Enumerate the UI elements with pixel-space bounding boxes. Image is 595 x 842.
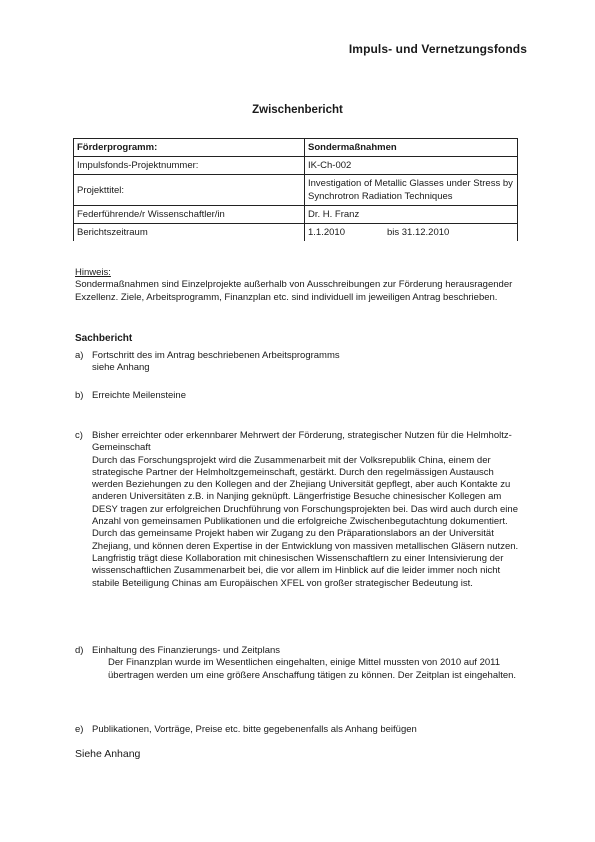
section-c [75,430,521,590]
table-row [74,224,518,242]
table-row [74,206,518,224]
section-body: Der Finanzplan wurde im Wesentlichen eingehalten, einige Mittel mussten von 2010 auf 2011 übertragen werden um eine größere Anschaffung tätigen zu können. Der Zeitplan ist eingehalten. [108,657,517,681]
period-start: 1.1.2010 [308,227,345,238]
section-b [75,390,515,402]
section-title: Fortschritt des im Antrag beschriebenen Arbeitsprogramms [92,350,340,361]
section-body: Durch das Forschungsprojekt wird die Zusammenarbeit mit der Volksrepublik China, einem der strategische Partner der Helmholtzgemeinschaft, gestärkt. Durch den regelmässigen Austausch werden Beziehungen zu den Kollegen and der Zhejiang Universität gepflegt, aber auch Kontakte zu anderen Universitäten z.B. in Nanjing geknüpft. Längerfristige Besuche chinesischer Kollegen am DESY tragen zur erfolgreichen Druchführung von Forschungsprojekten bei. Das wird auch durch eine Anzahl von gemeinsamen Publikationen und die erfolgreiche Zwischenbegutachtung dokumentiert. Durch das gemeinsame Projekt haben wir Zugang zu den Präparationslabors an der Universität Zhejiang, und können deren Expertise in der Entwicklung von massiven metallischen Gläsern nutzen. Langfristig trägt diese Kollaboration mit chinesischen Wissenschaftlern zu einer Intensivierung der wissenschaftlichen Zusammenarbeit bei, die vor allem im Hinblick auf die leider immer noch nicht stabile Beteiligung Chinas am Europäischen XFEL von großer strategischer Bedeutung ist. [92,454,519,589]
section-d [75,645,521,682]
table-row [74,157,518,175]
section-letter: a) [75,350,84,361]
section-a [75,350,515,375]
hint-text: Sondermaßnahmen sind Einzelprojekte außerhalb von Ausschreibungen zur Förderung herausragender Exzellenz. Ziele, Arbeitsprogramm, Finanzplan etc. sind individuell im jeweiligen Antrag beschrieben. [75,279,513,303]
section-letter: d) [75,645,84,656]
row-value: IK-Ch-002 [305,157,518,175]
sachbericht-heading: Sachbericht [75,333,133,344]
section-letter: c) [75,430,83,441]
section-letter: b) [75,390,84,401]
section-title: Bisher erreichter oder erkennbarer Mehrwert der Förderung, strategischer Nutzen für die Helmholtz-Gemeinschaft [92,430,512,454]
hint-label: Hinweis: [75,267,111,278]
row-value: Investigation of Metallic Glasses under Stress by Synchrotron Radiation Techniques [305,175,518,206]
section-body: siehe Anhang [92,362,150,374]
document-title: Zwischenbericht [252,104,343,116]
row-label: Förderprogramm: [74,139,305,157]
row-label: Federführende/r Wissenschaftler/in [74,206,305,224]
row-value [305,224,518,242]
table-row [74,175,518,206]
period-end: bis 31.12.2010 [386,227,450,238]
closing-note: Siehe Anhang [75,748,141,760]
project-info-table [73,138,518,241]
section-e [75,724,521,736]
header-title: Impuls- und Vernetzungsfonds [348,42,527,56]
hint-block [75,267,515,304]
row-value: Sondermaßnahmen [305,139,518,157]
row-label: Impulsfonds-Projektnummer: [74,157,305,175]
table-row [74,139,518,157]
section-title: Einhaltung des Finanzierungs- und Zeitplans [92,645,281,656]
row-label: Berichtszeitraum [74,224,305,242]
section-letter: e) [75,724,84,735]
section-title: Erreichte Meilensteine [92,390,186,401]
section-title: Publikationen, Vorträge, Preise etc. bitte gegebenenfalls als Anhang beifügen [92,724,417,735]
row-label: Projekttitel: [74,175,305,206]
row-value: Dr. H. Franz [305,206,518,224]
